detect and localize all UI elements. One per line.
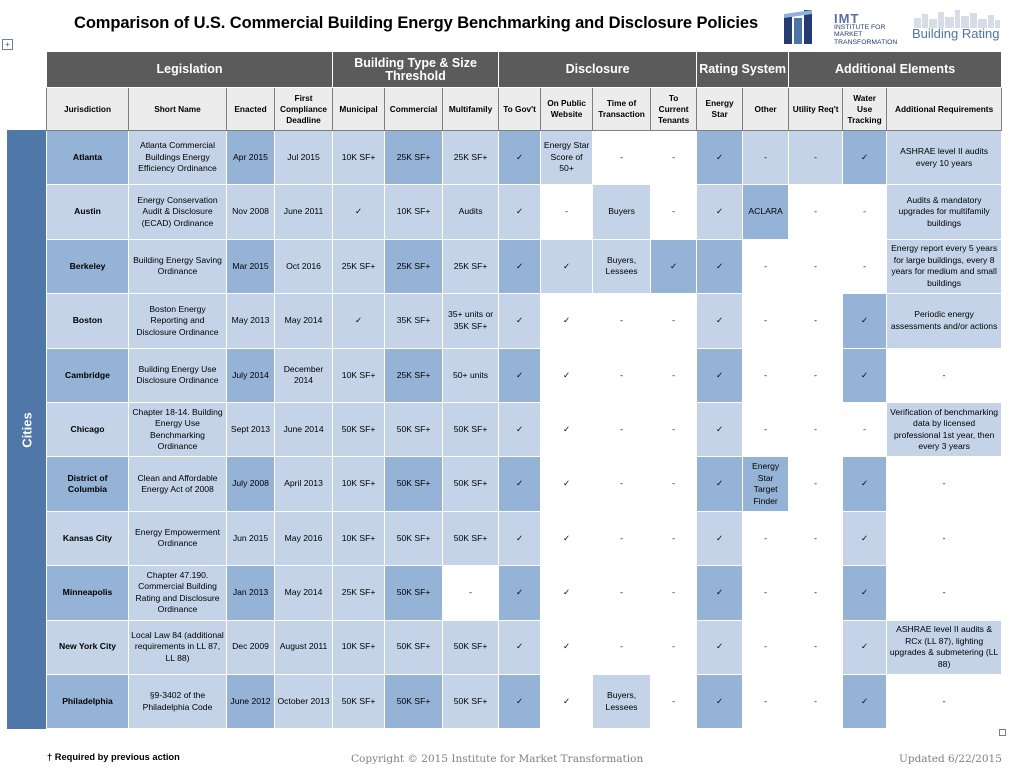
table-cell: ACLARA (743, 185, 789, 239)
table-cell: October 2013 (275, 674, 333, 728)
column-header: Water Use Tracking (843, 88, 887, 131)
table-cell: 50K SF+ (443, 457, 499, 511)
table-cell: Sept 2013 (227, 402, 275, 456)
table-row (47, 674, 1002, 728)
table-row (47, 620, 1002, 674)
jurisdiction-cell: Boston (47, 294, 129, 348)
table-cell: Jul 2015 (275, 131, 333, 185)
table-cell: 25K SF+ (385, 239, 443, 293)
table-cell: Atlanta Commercial Buildings Energy Efficiency Ordinance (129, 131, 227, 185)
table-cell: ✓ (333, 294, 385, 348)
table-cell: Local Law 84 (additional requirements in LL 87, LL 88) (129, 620, 227, 674)
table-cell: Buyers (593, 185, 651, 239)
column-header: Energy Star (697, 88, 743, 131)
table-cell: 50K SF+ (443, 674, 499, 728)
group-header: Disclosure (499, 52, 697, 88)
table-cell: - (887, 457, 1002, 511)
table-cell: - (743, 674, 789, 728)
table-cell: - (651, 185, 697, 239)
table-cell: ✓ (499, 348, 541, 402)
table-cell: ✓ (499, 131, 541, 185)
table-cell: ✓ (697, 674, 743, 728)
column-header: Utility Req't (789, 88, 843, 131)
table-cell: Chapter 47.190. Commercial Building Rating and Disclosure Ordinance (129, 566, 227, 620)
table-cell: - (887, 566, 1002, 620)
logo-name: IMT (834, 11, 860, 26)
table-cell: - (887, 674, 1002, 728)
table-cell: ✓ (541, 239, 593, 293)
table-cell: - (743, 620, 789, 674)
table-cell: - (743, 566, 789, 620)
table-cell: Energy report every 5 years for large buildings, every 8 years for medium and small buildings (887, 239, 1002, 293)
table-cell: ✓ (499, 511, 541, 565)
imt-logo (782, 6, 902, 48)
table-cell: - (789, 566, 843, 620)
table-cell: Energy Conservation Audit & Disclosure (ECAD) Ordinance (129, 185, 227, 239)
table-cell: ✓ (697, 402, 743, 456)
table-cell: - (887, 348, 1002, 402)
table-cell: 50K SF+ (333, 674, 385, 728)
table-cell: ✓ (697, 294, 743, 348)
table-cell: 10K SF+ (333, 511, 385, 565)
table-cell: 25K SF+ (385, 131, 443, 185)
table-row (47, 294, 1002, 348)
table-cell: Energy Empowerment Ordinance (129, 511, 227, 565)
table-cell: - (593, 348, 651, 402)
table-cell: December 2014 (275, 348, 333, 402)
table-cell: §9-3402 of the Philadelphia Code (129, 674, 227, 728)
table-cell: - (743, 402, 789, 456)
table-cell: - (789, 239, 843, 293)
group-header: Additional Elements (789, 52, 1002, 88)
jurisdiction-cell: New York City (47, 620, 129, 674)
column-header: Commercial (385, 88, 443, 131)
logo-subtitle: INSTITUTE FOR MARKET TRANSFORMATION (834, 24, 898, 46)
table-cell: - (593, 457, 651, 511)
table-cell: ✓ (499, 294, 541, 348)
table-cell: - (789, 511, 843, 565)
page-title: Comparison of U.S. Commercial Building Energy Benchmarking and Disclosure Policies (74, 14, 759, 32)
table-cell: 25K SF+ (333, 566, 385, 620)
table-cell: July 2008 (227, 457, 275, 511)
table-cell: 25K SF+ (333, 239, 385, 293)
table-cell: - (843, 185, 887, 239)
jurisdiction-cell: Atlanta (47, 131, 129, 185)
table-cell: - (789, 131, 843, 185)
group-header: Legislation (47, 52, 333, 88)
table-cell: - (743, 239, 789, 293)
table-cell: 50+ units (443, 348, 499, 402)
table-cell: 50K SF+ (385, 566, 443, 620)
table-cell: - (593, 511, 651, 565)
table-cell: 50K SF+ (443, 620, 499, 674)
table-cell: Audits & mandatory upgrades for multifamily buildings (887, 185, 1002, 239)
table-body (47, 131, 1002, 729)
table-cell: 10K SF+ (333, 620, 385, 674)
table-cell: - (541, 185, 593, 239)
column-header: Time of Transaction (593, 88, 651, 131)
table-cell: - (789, 620, 843, 674)
table-cell: 10K SF+ (333, 457, 385, 511)
table-cell: - (651, 566, 697, 620)
table-cell: - (789, 402, 843, 456)
table-row (47, 348, 1002, 402)
table-cell: 50K SF+ (385, 511, 443, 565)
table-cell: ✓ (651, 239, 697, 293)
table-cell: ✓ (541, 348, 593, 402)
table-cell: - (843, 402, 887, 456)
table-cell: May 2016 (275, 511, 333, 565)
jurisdiction-cell: Austin (47, 185, 129, 239)
table-cell: - (789, 457, 843, 511)
table-cell: Jun 2015 (227, 511, 275, 565)
table-cell: - (789, 348, 843, 402)
group-header-row (47, 52, 1002, 88)
table-cell: ✓ (541, 620, 593, 674)
table-cell: Verification of benchmarking data by licensed professional 1st year, then every 3 years (887, 402, 1002, 456)
table-cell: 50K SF+ (385, 620, 443, 674)
table-cell: ASHRAE level II audits & RCx (LL 87), lighting upgrades & submetering (LL 88) (887, 620, 1002, 674)
jurisdiction-cell: Berkeley (47, 239, 129, 293)
column-header-row (47, 88, 1002, 131)
jurisdiction-cell: Chicago (47, 402, 129, 456)
column-header: First Compliance Deadline (275, 88, 333, 131)
table-cell: May 2014 (275, 566, 333, 620)
table-cell: 10K SF+ (385, 185, 443, 239)
imt-logo-icon (784, 8, 818, 46)
table-cell: 25K SF+ (443, 239, 499, 293)
table-cell: Mar 2015 (227, 239, 275, 293)
table-cell: 50K SF+ (385, 674, 443, 728)
column-header: On Public Website (541, 88, 593, 131)
table-cell: - (743, 348, 789, 402)
table-cell: June 2014 (275, 402, 333, 456)
column-header: Jurisdiction (47, 88, 129, 131)
jurisdiction-cell: Kansas City (47, 511, 129, 565)
table-cell: - (593, 402, 651, 456)
column-header: To Current Tenants (651, 88, 697, 131)
table-row (47, 457, 1002, 511)
table-cell: - (887, 511, 1002, 565)
table-cell: ✓ (541, 566, 593, 620)
sidebar-label: Cities (19, 411, 34, 448)
table-cell: ✓ (541, 294, 593, 348)
table-cell: - (743, 511, 789, 565)
table-row (47, 402, 1002, 456)
table-cell: ✓ (333, 185, 385, 239)
table-cell: - (743, 131, 789, 185)
table-cell: Clean and Affordable Energy Act of 2008 (129, 457, 227, 511)
group-header: Building Type & Size Threshold (333, 52, 499, 88)
table-cell: ✓ (843, 457, 887, 511)
table-cell: - (593, 294, 651, 348)
table-cell: Energy Star Score of 50+ (541, 131, 593, 185)
table-cell: ✓ (697, 566, 743, 620)
table-cell: ✓ (843, 674, 887, 728)
table-cell: June 2011 (275, 185, 333, 239)
table-cell: - (651, 348, 697, 402)
table-cell: ✓ (499, 566, 541, 620)
table-cell: ✓ (843, 620, 887, 674)
table-row (47, 566, 1002, 620)
table-cell: Oct 2016 (275, 239, 333, 293)
column-header: Short Name (129, 88, 227, 131)
table-cell: Chapter 18-14. Building Energy Use Benchmarking Ordinance (129, 402, 227, 456)
table-cell: Audits (443, 185, 499, 239)
table-cell: June 2012 (227, 674, 275, 728)
table-cell: - (789, 674, 843, 728)
table-cell: 10K SF+ (333, 131, 385, 185)
column-header: Municipal (333, 88, 385, 131)
table-cell: ✓ (843, 511, 887, 565)
updated-date: Updated 6/22/2015 (899, 753, 1002, 765)
table-cell: Buyers, Lessees (593, 674, 651, 728)
table-cell: ✓ (499, 674, 541, 728)
copyright: Copyright © 2015 Institute for Market Transformation (351, 753, 644, 765)
table-cell: ✓ (697, 131, 743, 185)
table-cell: ✓ (499, 402, 541, 456)
table-cell: - (743, 294, 789, 348)
expand-icon[interactable]: + (2, 39, 13, 50)
table-cell: Dec 2009 (227, 620, 275, 674)
table-cell: 50K SF+ (385, 402, 443, 456)
table-cell: 25K SF+ (385, 348, 443, 402)
table-cell: - (593, 131, 651, 185)
table-cell: - (651, 511, 697, 565)
table-cell: ✓ (843, 131, 887, 185)
table-cell: - (651, 457, 697, 511)
column-header: Additional Requirements (887, 88, 1002, 131)
table-cell: ✓ (499, 185, 541, 239)
table-cell: 35K SF+ (385, 294, 443, 348)
table-cell: ✓ (697, 239, 743, 293)
jurisdiction-cell: Cambridge (47, 348, 129, 402)
table-cell: ✓ (697, 620, 743, 674)
table-cell: ASHRAE level II audits every 10 years (887, 131, 1002, 185)
table-cell: ✓ (697, 457, 743, 511)
table-cell: 25K SF+ (443, 131, 499, 185)
table-cell: Jan 2013 (227, 566, 275, 620)
table-cell: - (593, 620, 651, 674)
table-cell: 50K SF+ (385, 457, 443, 511)
table-cell: - (651, 674, 697, 728)
table-row (47, 185, 1002, 239)
table-cell: - (593, 566, 651, 620)
table-cell: April 2013 (275, 457, 333, 511)
table-cell: Apr 2015 (227, 131, 275, 185)
jurisdiction-cell: District of Columbia (47, 457, 129, 511)
jurisdiction-cell: Philadelphia (47, 674, 129, 728)
group-header: Rating System (697, 52, 789, 88)
table-cell: ✓ (697, 185, 743, 239)
table-cell: Boston Energy Reporting and Disclosure Ordinance (129, 294, 227, 348)
table-row (47, 511, 1002, 565)
table-cell: 35+ units or 35K SF+ (443, 294, 499, 348)
column-header: Enacted (227, 88, 275, 131)
table-cell: ✓ (499, 239, 541, 293)
table-cell: ✓ (541, 511, 593, 565)
resize-handle[interactable] (999, 729, 1006, 736)
cities-sidebar (7, 130, 46, 729)
building-rating-brand: Building Rating (912, 26, 1000, 41)
table-cell: May 2013 (227, 294, 275, 348)
footnote: † Required by previous action (47, 752, 180, 762)
table-cell: Buyers, Lessees (593, 239, 651, 293)
table-cell: ✓ (541, 457, 593, 511)
table-cell: ✓ (541, 674, 593, 728)
table-cell: ✓ (843, 348, 887, 402)
table-cell: - (789, 294, 843, 348)
table-cell: - (651, 402, 697, 456)
column-header: Other (743, 88, 789, 131)
table-cell: ✓ (499, 620, 541, 674)
column-header: To Gov't (499, 88, 541, 131)
table-cell: - (443, 566, 499, 620)
table-cell: 50K SF+ (333, 402, 385, 456)
table-cell: Energy Star Target Finder (743, 457, 789, 511)
table-cell: - (789, 185, 843, 239)
policy-table (46, 51, 1002, 729)
table-cell: ✓ (843, 566, 887, 620)
table-cell: July 2014 (227, 348, 275, 402)
table-cell: ✓ (499, 457, 541, 511)
table-cell: August 2011 (275, 620, 333, 674)
table-cell: - (651, 294, 697, 348)
table-cell: ✓ (541, 402, 593, 456)
table-cell: Building Energy Saving Ordinance (129, 239, 227, 293)
table-cell: Periodic energy assessments and/or actions (887, 294, 1002, 348)
column-header: Multifamily (443, 88, 499, 131)
table-cell: Building Energy Use Disclosure Ordinance (129, 348, 227, 402)
table-cell: - (843, 239, 887, 293)
table-cell: 50K SF+ (443, 402, 499, 456)
table-cell: ✓ (697, 511, 743, 565)
table-cell: - (651, 131, 697, 185)
jurisdiction-cell: Minneapolis (47, 566, 129, 620)
table-cell: May 2014 (275, 294, 333, 348)
table-cell: 50K SF+ (443, 511, 499, 565)
table-cell: ✓ (843, 294, 887, 348)
table-row (47, 239, 1002, 293)
table-cell: 10K SF+ (333, 348, 385, 402)
table-cell: ✓ (697, 348, 743, 402)
table-cell: Nov 2008 (227, 185, 275, 239)
table-cell: - (651, 620, 697, 674)
table-row (47, 131, 1002, 185)
